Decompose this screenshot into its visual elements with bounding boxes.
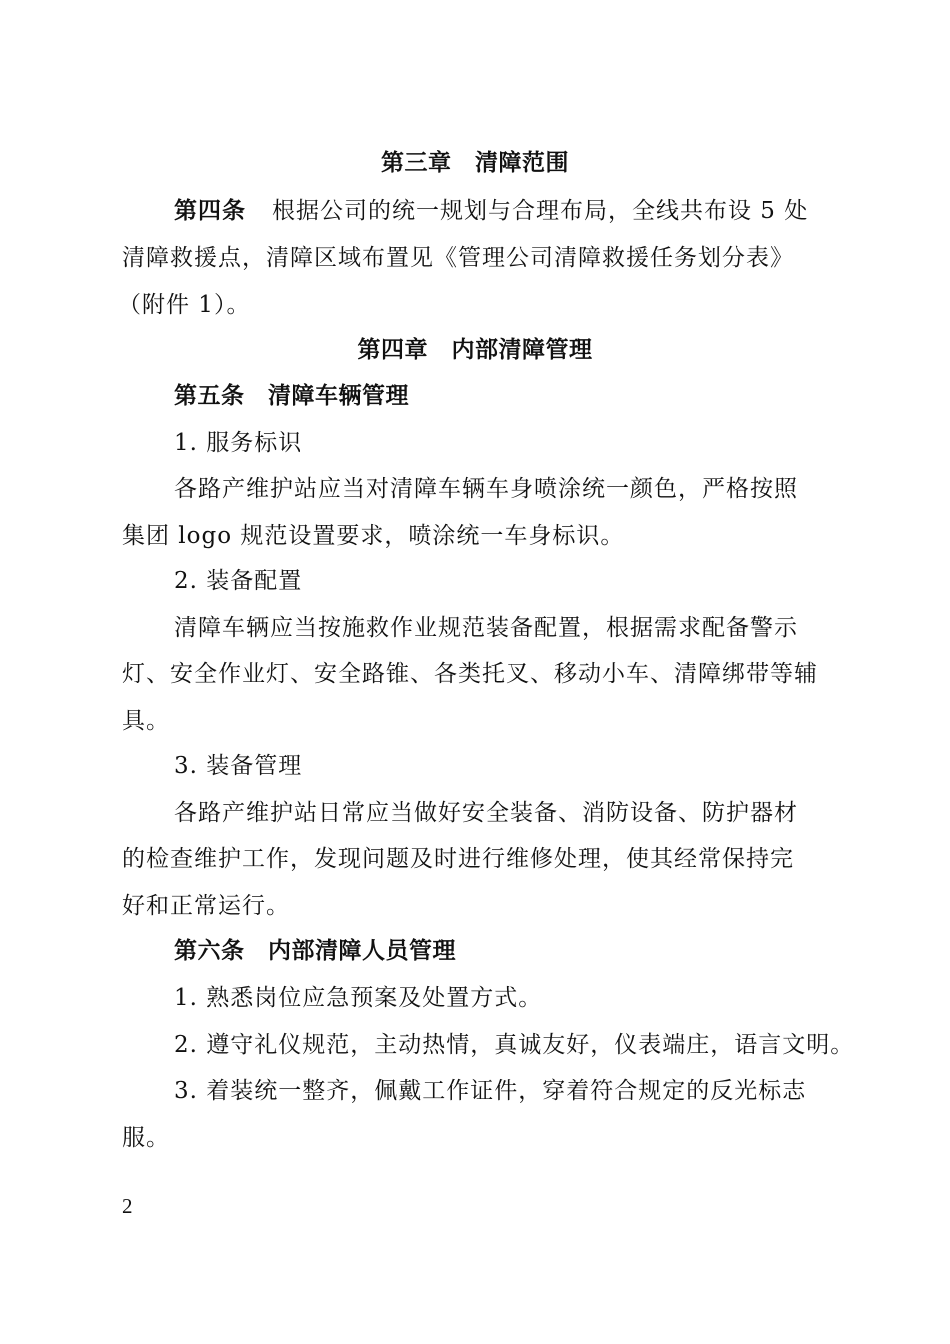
article-4-line-2: 清障救援点，清障区域布置见《管理公司清障救援任务划分表》 <box>122 245 794 271</box>
article-5-item-1-line-2: 集团 logo 规范设置要求，喷涂统一车身标识。 <box>122 523 625 549</box>
chapter-3-title: 第三章 清障范围 <box>381 150 569 176</box>
article-5-item-3-line-3: 好和正常运行。 <box>122 893 290 919</box>
article-6-item-3-line-2: 服。 <box>122 1125 170 1151</box>
page-number: 2 <box>122 1194 133 1218</box>
article-5-item-2-line-1: 清障车辆应当按施救作业规范装备配置，根据需求配备警示 <box>174 615 798 641</box>
article-5-item-3-title: 3. 装备管理 <box>174 753 303 779</box>
article-6-item-3-line-1: 3. 着装统一整齐，佩戴工作证件，穿着符合规定的反光标志 <box>174 1078 807 1104</box>
article-5-heading: 第五条 清障车辆管理 <box>174 383 409 409</box>
article-4-label: 第四条 <box>174 198 246 224</box>
article-5-item-2-line-3: 具。 <box>122 708 170 734</box>
article-6-item-2: 2. 遵守礼仪规范，主动热情，真诚友好，仪表端庄，语言文明。 <box>174 1032 855 1058</box>
article-5-item-3-line-2: 的检查维护工作，发现问题及时进行维修处理，使其经常保持完 <box>122 846 794 872</box>
article-5-item-2-line-2: 灯、安全作业灯、安全路锥、各类托叉、移动小车、清障绑带等辅 <box>122 661 818 687</box>
article-5-item-1-line-1: 各路产维护站应当对清障车辆车身喷涂统一颜色，严格按照 <box>174 476 798 502</box>
article-6-item-1: 1. 熟悉岗位应急预案及处置方式。 <box>174 985 543 1011</box>
article-4-line-3: （附件 1）。 <box>118 292 251 318</box>
chapter-4-title: 第四章 内部清障管理 <box>357 337 593 363</box>
article-4-line-1 <box>174 196 808 226</box>
article-5-item-3-line-1: 各路产维护站日常应当做好安全装备、消防设备、防护器材 <box>174 800 798 826</box>
article-4-text-1: 根据公司的统一规划与合理布局，全线共布设 5 处 <box>272 198 809 224</box>
article-5-item-2-title: 2. 装备配置 <box>174 568 303 594</box>
article-6-heading: 第六条 内部清障人员管理 <box>174 938 456 964</box>
article-5-item-1-title: 1. 服务标识 <box>174 430 303 456</box>
